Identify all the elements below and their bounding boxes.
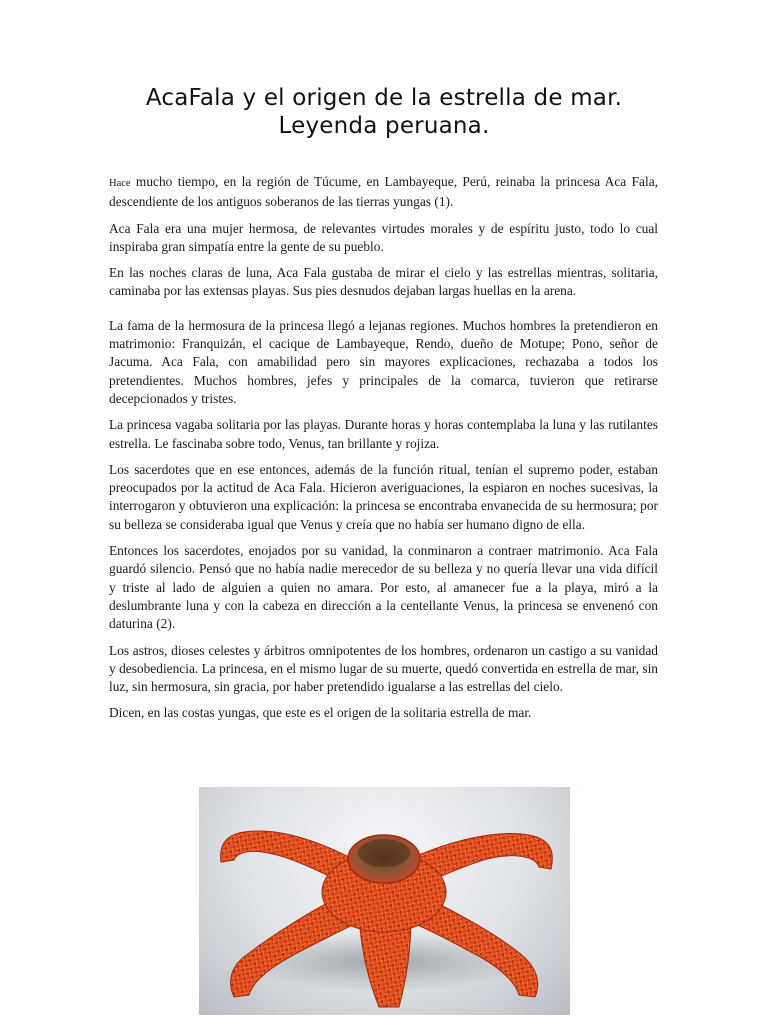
paragraph-3: En las noches claras de luna, Aca Fala gustaba de mirar el cielo y las estrellas mientras, solitaria, caminaba por las extensas playas. Sus pies desnudos dejaban largas huellas en la arena. bbox=[109, 265, 658, 299]
paragraph-1 bbox=[109, 173, 658, 212]
title-line-1: AcaFala y el origen de la estrella de mar. bbox=[145, 85, 623, 111]
story-body bbox=[109, 173, 658, 731]
paragraph-4: La fama de la hermosura de la princesa llegó a lejanas regiones. Muchos hombres la pretendieron en matrimonio: Franquizán, el cacique de Lambayeque, Rendo, dueño de Motupe; Pono, señor de Jacuma. Aca Fala, con amabilidad pero sin mayores explicaciones, rechazaba a todos los pretendientes. Muchos hombres, jefes y principales de la comarca, tuvieron que retirarse decepcionados y tristes. bbox=[109, 317, 658, 406]
starfish-photo bbox=[199, 787, 570, 1015]
paragraph-1-text: mucho tiempo, en la región de Túcume, en Lambayeque, Perú, reinaba la princesa Aca Fala, descendiente de los antiguos soberanos de las tierras yungas (1). bbox=[109, 174, 658, 210]
paragraph-1-lead: Hace bbox=[109, 178, 131, 189]
paragraph-7: Entonces los sacerdotes, enojados por su vanidad, la conminaron a contraer matrimonio. Aca Fala guardó silencio. Pensó que no había nadie merecedor de su belleza y no quería llevar una vida difícil y triste al lado de alguien a quien no amara. Por esto, al amanecer fue a la playa, miró a la deslumbrante luna y con la cabeza en dirección a la centellante Venus, la princesa se envenenó con daturina (2). bbox=[109, 543, 658, 632]
starfish-illustration bbox=[199, 787, 570, 1015]
title-line-2: Leyenda peruana. bbox=[278, 113, 490, 139]
paragraph-5: La princesa vagaba solitaria por las playas. Durante horas y horas contemplaba la luna y las rutilantes estrella. Le fascinaba sobre todo, Venus, tan brillante y rojiza. bbox=[109, 417, 658, 451]
paragraph-9: Dicen, en las costas yungas, que este es el origen de la solitaria estrella de mar. bbox=[109, 705, 532, 721]
paragraph-2: Aca Fala era una mujer hermosa, de relevantes virtudes morales y de espíritu justo, todo lo cual inspiraba gran simpatía entre la gente de su pueblo. bbox=[109, 220, 658, 254]
paragraph-8: Los astros, dioses celestes y árbitros omnipotentes de los hombres, ordenaron un castigo a su vanidad y desobediencia. La princesa, en el mismo lugar de su muerte, quedó convertida en estrella de mar, sin luz, sin hermosura, sin gracia, por haber pretendido igualarse a las estrellas del cielo. bbox=[109, 642, 658, 695]
paragraph-6: Los sacerdotes que en ese entonces, además de la función ritual, tenían el supremo poder, estaban preocupados por la actitud de Aca Fala. Hicieron averiguaciones, la espiaron en noches sucesivas, la interrogaron y obtuvieron una explicación: la princesa se encontraba envanecida de su hermosura; por su belleza se consideraba igual que Venus y creía que no había ser humano digno de ella. bbox=[109, 461, 658, 532]
page-title bbox=[80, 84, 688, 140]
starfish-center-hole bbox=[358, 839, 410, 867]
